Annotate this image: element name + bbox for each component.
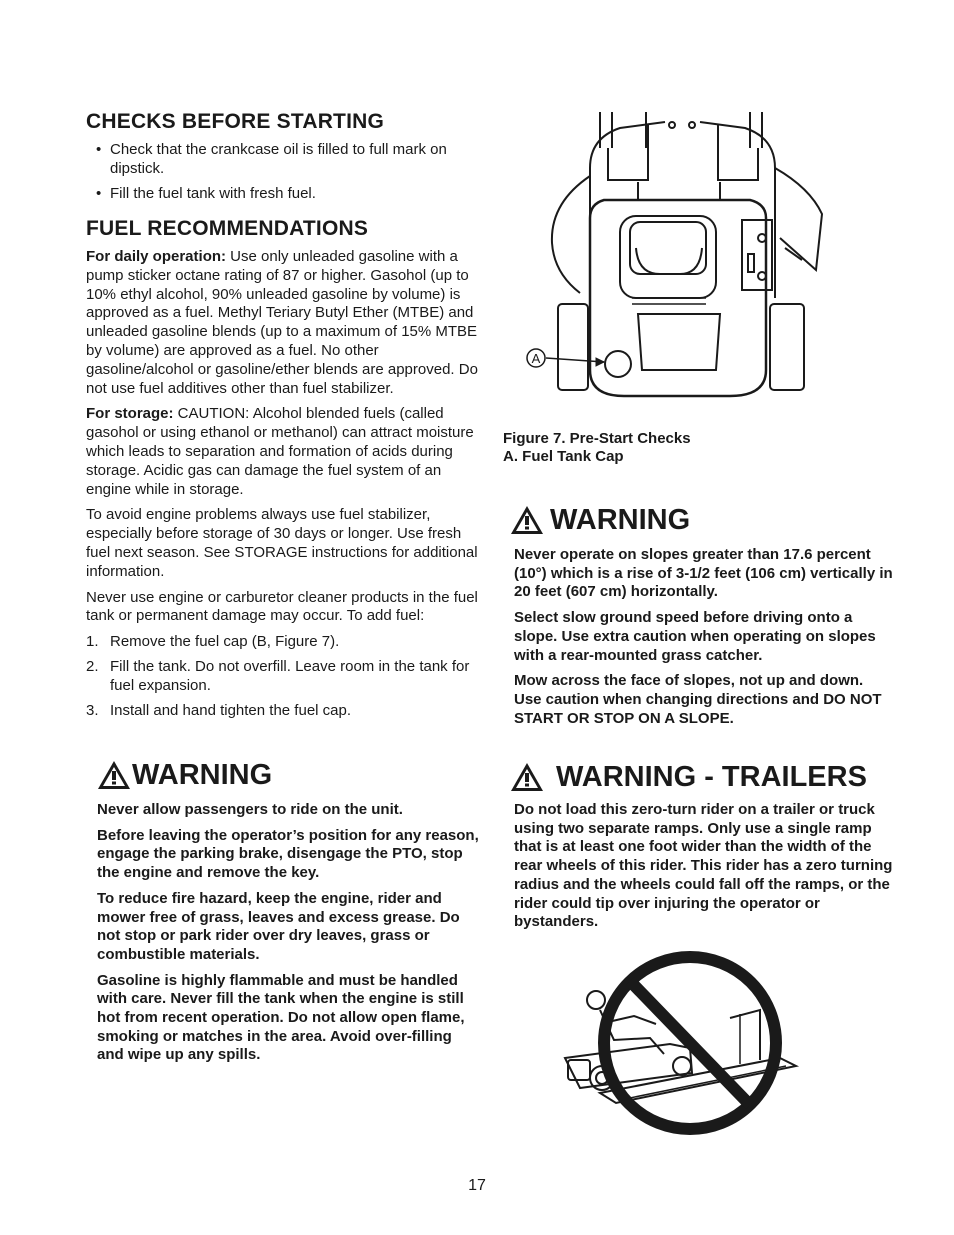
warning-left-title: WARNING [132,758,273,791]
storage-label: For storage: [86,405,174,423]
warning-paragraph: Gasoline is highly flammable and must be handled with care. Never fill the tank when the engine is still hot from recent operation. Do not allow open flame, smoking or matches in the area. Avoid over-filling and wipe up any spills. [97,971,465,1064]
fuel-steps [86,633,486,720]
step-number: 2. [86,657,99,675]
step-number: 3. [86,701,99,719]
cleaner-paragraph: Never use engine or carburetor cleaner products in the fuel tank or permanent damage may occur. To add fuel: [86,588,478,625]
warning-left-header [97,757,482,793]
warning-paragraph: Mow across the face of slopes, not up and down. Use caution when changing directions and DO NOT START OR STOP ON A SLOPE. [514,672,882,727]
checks-heading: CHECKS BEFORE STARTING [86,110,385,133]
list-item [86,702,486,721]
warning-trailers-title: WARNING - TRAILERS [556,760,867,793]
step-text: Remove the fuel cap (B, Figure 7). [110,633,340,651]
warning-paragraph: Select slow ground speed before driving onto a slope. Use extra caution when operating on slopes with a rear-mounted grass catcher. [514,609,876,664]
prohibition-trailer-illustration [560,948,800,1138]
list-item: • Fill the fuel tank with fresh fuel. [86,184,486,203]
warning-trailers [510,759,894,939]
warning-paragraph: To reduce fire hazard, keep the engine, rider and mower free of grass, leaves and excess grease. Do not stop or park rider over dry leaves, grass or combustible materials. [97,889,460,963]
warning-triangle-icon [510,762,544,792]
step-text: Install and hand tighten the fuel cap. [110,701,352,719]
storage-text: CAUTION: Alcohol blended fuels (called gasohol or using ethanol or methanol) can attract moisture which leads to separation and formation of acids during storage. Acidic gas can damage the fuel system of an engine while in storage. [86,405,474,498]
left-column [86,110,486,726]
warning-slopes [510,502,894,735]
list-item [86,633,486,652]
figure-caption-block [503,430,803,466]
warning-left [97,757,482,1072]
warning-paragraph: Before leaving the operator’s position for any reason, engage the parking brake, disengage the PTO, stop the engine and remove the key. [97,826,479,882]
warning-paragraph: Do not load this zero-turn rider on a trailer or truck using two separate ramps. Only use a single ramp that is at least one foot wider than the width of the rear wheels of this rider. This rider has a zero turning radius and the wheels could fall off the ramps, or the rider could tip over injuring the operator or bystanders. [514,801,893,931]
warning-slopes-title: WARNING [550,503,691,536]
figure-7-mower-diagram [520,108,830,404]
stabilizer-paragraph: To avoid engine problems always use fuel stabilizer, especially before storage of 30 days or longer. Use fresh fuel next season. See STORAGE instructions for additional information. [86,506,478,580]
warning-slopes-header [510,502,894,538]
warning-paragraph: Never operate on slopes greater than 17.6 percent (10°) which is a rise of 3-1/2 feet (106 cm) vertically in 20 feet (607 cm) horizontally. [514,546,893,601]
figure-callout-a: A [531,351,541,366]
warning-triangle-icon [97,760,131,790]
warning-triangle-icon [510,505,544,535]
warning-trailers-header [510,759,894,795]
step-number: 1. [86,633,99,651]
figure-caption-legend: A. Fuel Tank Cap [503,448,624,465]
warning-slopes-body [510,546,894,728]
checks-list [86,140,486,203]
storage-paragraph [86,405,486,499]
warning-left-body [97,801,482,1065]
warning-trailers-body [510,801,894,932]
page-number: 17 [468,1177,486,1194]
daily-operation-paragraph [86,248,486,398]
fuel-heading: FUEL RECOMMENDATIONS [86,217,369,240]
figure-caption-title: Figure 7. Pre-Start Checks [503,430,691,447]
warning-paragraph: Never allow passengers to ride on the unit. [97,801,403,818]
list-item: • Check that the crankcase oil is filled to full mark on dipstick. [86,140,486,178]
list-item [86,658,486,696]
daily-label: For daily operation: [86,248,227,265]
step-text: Fill the tank. Do not overfill. Leave room in the tank for fuel expansion. [110,657,470,694]
daily-text: Use only unleaded gasoline with a pump sticker octane rating of 87 or higher. Gasohol (up to 10% ethyl alcohol, 90% unleaded gasoline by volume) is approved as a fuel. Methyl Teriary Butyl Ether (MTBE) and unleaded gasoline blends (up to a maximum of 15% MTBE by volume) are approved as a fuel. No other gasoline/alcohol or gasoline/ether blends are approved. Do not use fuel additives other than fuel stabilizer. [86,248,478,397]
